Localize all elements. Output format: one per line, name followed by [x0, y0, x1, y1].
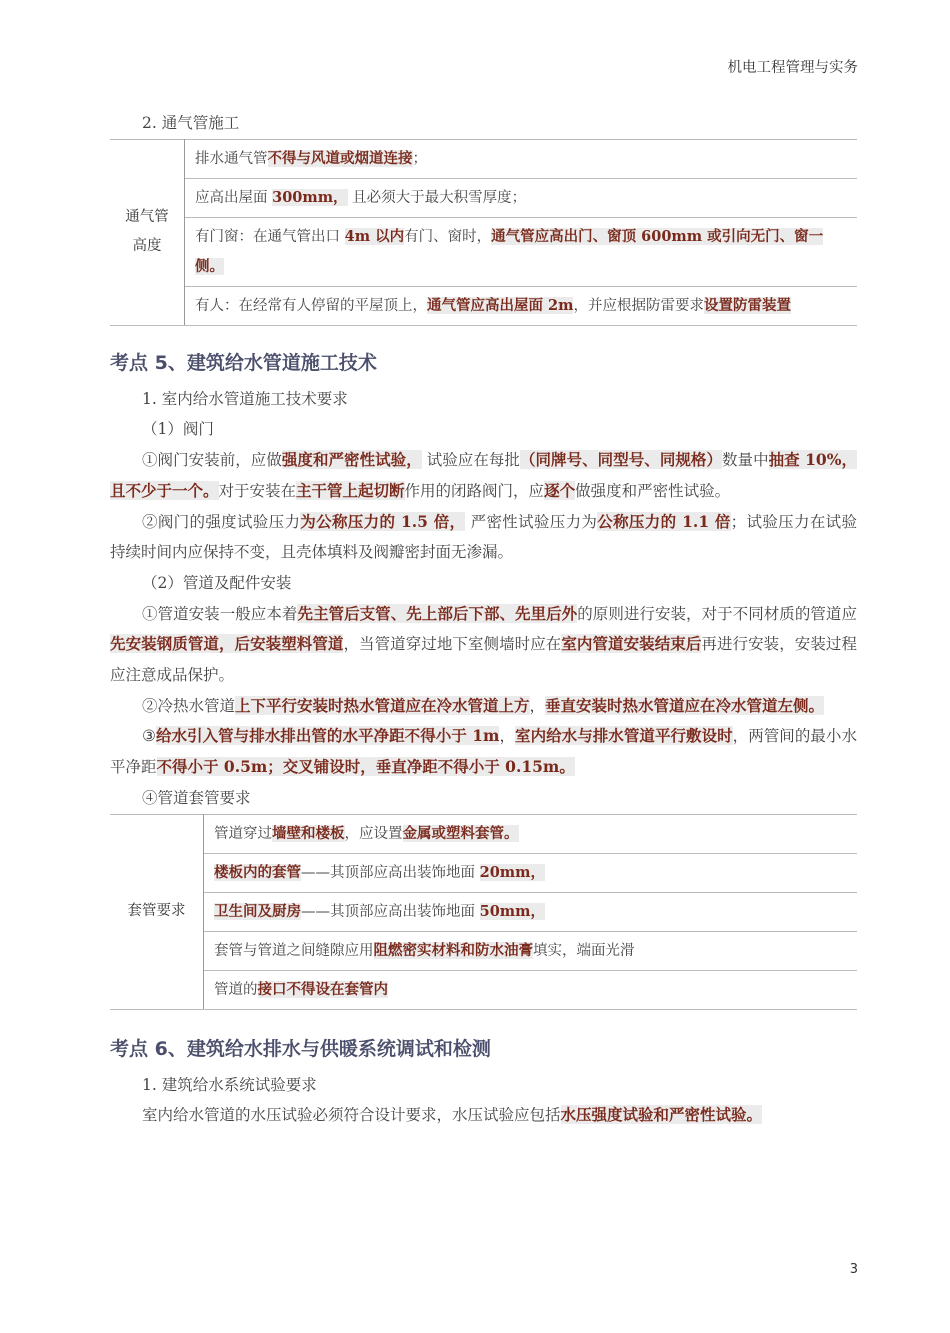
table-cell — [185, 178, 858, 217]
highlighted-text: 设置防雷装置 — [703, 296, 791, 314]
highlighted-text: 卫生间及厨房 — [214, 902, 301, 920]
highlighted-text: 墙壁和楼板 — [272, 824, 345, 842]
section-6-body — [110, 1070, 857, 1131]
text-segment: 应高出屋面 — [195, 189, 273, 206]
text-segment: ；试验压力在试验持续时间内应保持不变，且壳体填料及阀瓣密封面无渗漏。 — [110, 512, 857, 562]
section-5-body — [110, 384, 857, 814]
text-segment: 对于安装在 — [218, 481, 297, 500]
table-row — [110, 892, 857, 931]
text-segment: 有门、窗时， — [404, 228, 492, 245]
vent-subtitle: 2. 通气管施工 — [142, 114, 240, 132]
text-segment: 管道穿过 — [214, 825, 272, 842]
text-segment: 有门窗：在通气管出口 — [195, 228, 345, 245]
paragraph — [110, 599, 857, 691]
text-segment: ②冷热水管道 — [142, 696, 236, 715]
text-segment: （1）阀门 — [142, 420, 214, 439]
text-segment: 填实，端面光滑 — [533, 942, 635, 959]
text-segment: ，并应根据防雷要求 — [573, 297, 704, 314]
text-segment: ②阀门的强度试验压力 — [142, 512, 301, 531]
highlighted-text: 20mm， — [479, 863, 545, 881]
paragraph — [110, 384, 857, 415]
highlighted-text: 先主管后支管、先上部后下部、先里后外 — [297, 603, 578, 623]
table-cell — [204, 892, 858, 931]
text-segment: ①管道安装一般应本着 — [142, 604, 298, 623]
highlighted-text: 主干管上起切断 — [296, 480, 405, 500]
page-content — [110, 108, 857, 1131]
text-segment: ④管道套管要求 — [142, 788, 251, 807]
page-number: 3 — [849, 1262, 858, 1277]
table-cell — [185, 139, 858, 178]
text-segment: 套管与管道之间缝隙应用 — [214, 942, 374, 959]
highlighted-text: 公称压力的 1.1 倍 — [597, 511, 731, 531]
table-row — [110, 139, 857, 178]
paragraph — [110, 783, 857, 814]
text-segment: ， — [499, 727, 516, 746]
table-row — [110, 853, 857, 892]
text-segment: 1. 建筑给水系统试验要求 — [142, 1075, 317, 1094]
table-cell — [204, 970, 858, 1009]
highlighted-text: 阻燃密实材料和防水油膏 — [373, 941, 533, 959]
paragraph — [110, 721, 857, 782]
table-cell — [185, 217, 858, 286]
highlighted-text: 强度和严密性试验， — [281, 450, 422, 470]
paragraph — [110, 1100, 857, 1131]
table-row — [110, 178, 857, 217]
text-segment: 做强度和严密性试验。 — [575, 481, 731, 500]
highlighted-text: 不得与风道或烟道连接 — [267, 149, 413, 167]
highlighted-text: 接口不得设在套管内 — [257, 980, 388, 998]
text-segment: ，应设置 — [344, 825, 403, 842]
highlighted-text: 楼板内的套管 — [214, 863, 301, 881]
table-row — [110, 217, 857, 286]
row-header-label: 通气管高度 — [110, 139, 185, 325]
highlighted-text: 300mm， — [272, 188, 348, 206]
text-segment: 且必须大于最大积雪厚度； — [347, 189, 527, 206]
text-segment: 数量中 — [722, 451, 769, 470]
highlighted-text: 金属或塑料套管。 — [402, 824, 519, 842]
section-6-title: 考点 6、建筑给水排水与供暖系统调试和检测 — [110, 1037, 491, 1060]
text-segment: ， — [529, 696, 546, 715]
paragraph — [110, 445, 857, 506]
text-segment: ——其顶部应高出装饰地面 — [301, 864, 480, 881]
highlighted-text: 为公称压力的 1.5 倍， — [300, 511, 466, 531]
table-row — [110, 970, 857, 1009]
paragraph — [110, 691, 857, 722]
text-segment: 排水通气管 — [195, 150, 268, 167]
text-segment: 有人：在经常有人停留的平屋顶上， — [195, 297, 427, 314]
text-segment: ——其顶部应高出装饰地面 — [301, 903, 480, 920]
highlighted-text: 4m 以内 — [344, 227, 405, 245]
highlighted-text: 通气管应高出门、窗顶 600mm 或引向无门、窗一侧。 — [195, 227, 824, 275]
row-header-label: 套管要求 — [110, 814, 204, 1009]
table-cell — [185, 286, 858, 325]
highlighted-text: 水压强度试验和严密性试验。 — [560, 1105, 763, 1125]
text-segment: 室内给水管道的水压试验必须符合设计要求，水压试验应包括 — [142, 1106, 561, 1125]
paragraph — [110, 414, 857, 445]
text-segment: ①阀门安装前，应做 — [142, 451, 282, 470]
paragraph — [110, 568, 857, 599]
highlighted-text: 抽查 10%，且不少于一个。 — [110, 450, 857, 500]
section-5-title: 考点 5、建筑给水管道施工技术 — [110, 351, 377, 374]
book-title-header: 机电工程管理与实务 — [727, 60, 858, 76]
table-row — [110, 931, 857, 970]
highlighted-text: 给水引入管与排水排出管的水平净距不得小于 1m — [155, 726, 500, 746]
vent-pipe-table — [110, 139, 857, 326]
text-segment: 试验应在每批 — [421, 451, 520, 470]
highlighted-text: 室内管道安装结束后 — [561, 634, 702, 654]
highlighted-text: 先安装钢质管道，后安装塑料管道 — [110, 634, 344, 654]
highlighted-text: 不得小于 0.5m；交叉铺设时，垂直净距不得小于 0.15m。 — [156, 757, 575, 777]
table-cell — [204, 931, 858, 970]
table-cell — [204, 853, 858, 892]
paragraph — [110, 1070, 857, 1101]
sleeve-table — [110, 814, 857, 1010]
text-segment: ③ — [142, 727, 156, 746]
table-row — [110, 814, 857, 853]
text-segment: ，两管间的最小水平净距 — [110, 727, 857, 777]
highlighted-text: 50mm， — [479, 902, 545, 920]
text-segment: 再进行安装，安装过程应注意成品保护。 — [110, 635, 857, 685]
text-segment: 管道的 — [214, 981, 258, 998]
table-row — [110, 286, 857, 325]
highlighted-text: 通气管应高出屋面 2m — [427, 296, 574, 314]
highlighted-text: 逐个 — [544, 480, 576, 500]
text-segment: 作用的闭路阀门，应 — [404, 481, 545, 500]
highlighted-text: 上下平行安装时热水管道应在冷水管道上方 — [235, 695, 530, 715]
highlighted-text: 垂直安装时热水管道应在冷水管道左侧。 — [545, 695, 825, 715]
text-segment: （2）管道及配件安装 — [142, 573, 292, 592]
text-segment: ； — [412, 150, 427, 167]
text-segment: 1. 室内给水管道施工技术要求 — [142, 389, 348, 408]
text-segment: ，当管道穿过地下室侧墙时应在 — [343, 635, 562, 654]
paragraph — [110, 507, 857, 568]
highlighted-text: 室内给水与排水管道平行敷设时 — [515, 726, 733, 746]
highlighted-text: （同牌号、同型号、同规格） — [519, 450, 722, 470]
text-segment: 的原则进行安装，对于不同材质的管道应 — [577, 604, 857, 623]
table-cell — [204, 814, 858, 853]
text-segment: 严密性试验压力为 — [465, 512, 598, 531]
